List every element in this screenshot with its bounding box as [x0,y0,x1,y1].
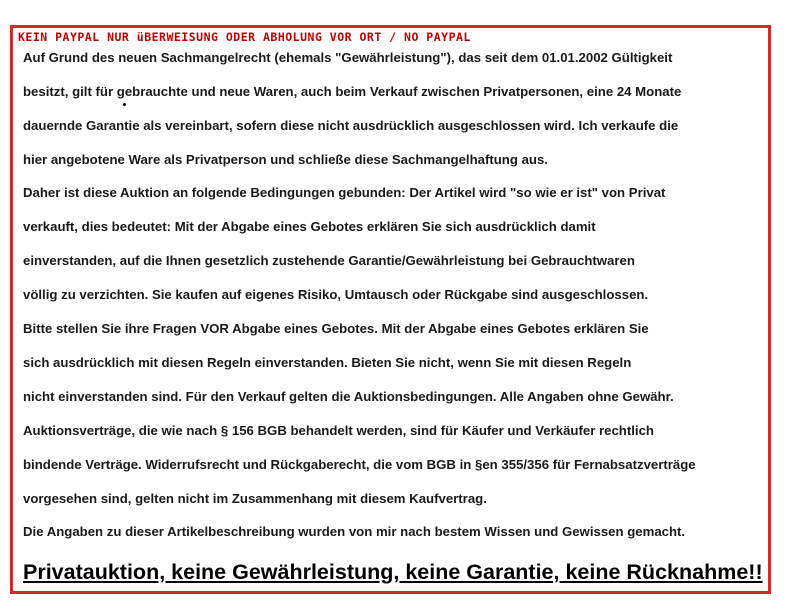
terms-line: Die Angaben zu dieser Artikelbeschreibung wurden von mir nach bestem Wissen und Gewissen gemacht. [23,524,686,539]
headline-disclaimer: Privatauktion, keine Gewährleistung, keine Garantie, keine Rücknahme!! [23,560,763,584]
payment-warning: KEIN PAYPAL NUR üBERWEISUNG ODER ABHOLUNG VOR ORT / NO PAYPAL [18,30,471,44]
notice-frame [10,25,771,594]
terms-line: sich ausdrücklich mit diesen Regeln einverstanden. Bieten Sie nicht, wenn Sie mit diesen Regeln [23,355,632,370]
terms-line: dauernde Garantie als vereinbart, sofern diese nicht ausdrücklich ausgeschlossen wird. Ich verkaufe die [23,118,679,133]
terms-line: Daher ist diese Auktion an folgende Bedingungen gebunden: Der Artikel wird "so wie er ist" von Privat [23,185,666,200]
terms-line: hier angebotene Ware als Privatperson und schließe diese Sachmangelhaftung aus. [23,152,548,167]
terms-line: Auktionsverträge, die wie nach § 156 BGB behandelt werden, sind für Käufer und Verkäufer rechtlich [23,423,654,438]
terms-line: Auf Grund des neuen Sachmangelrecht (ehemals "Gewährleistung"), das seit dem 01.01.2002 Gültigkeit [23,50,673,65]
terms-line: Bitte stellen Sie ihre Fragen VOR Abgabe eines Gebotes. Mit der Abgabe eines Gebotes erklären Sie [23,321,649,336]
stray-dot [123,103,126,106]
terms-line: verkauft, dies bedeutet: Mit der Abgabe eines Gebotes erklären Sie sich ausdrücklich damit [23,219,596,234]
terms-line: bindende Verträge. Widerrufsrecht und Rückgaberecht, die vom BGB in §en 355/356 für Fernabsatzverträge [23,457,696,472]
terms-line: völlig zu verzichten. Sie kaufen auf eigenes Risiko, Umtausch oder Rückgabe sind ausgeschlossen. [23,287,649,302]
terms-line: nicht einverstanden sind. Für den Verkauf gelten die Auktionsbedingungen. Alle Angaben ohne Gewähr. [23,389,674,404]
terms-line: vorgesehen sind, gelten nicht im Zusammenhang mit diesem Kaufvertrag. [23,491,487,506]
terms-line: besitzt, gilt für gebrauchte und neue Waren, auch beim Verkauf zwischen Privatpersonen, eine 24 Monate [23,84,682,99]
terms-line: einverstanden, auf die Ihnen gesetzlich zustehende Garantie/Gewährleistung bei Gebrauchtwaren [23,253,635,268]
